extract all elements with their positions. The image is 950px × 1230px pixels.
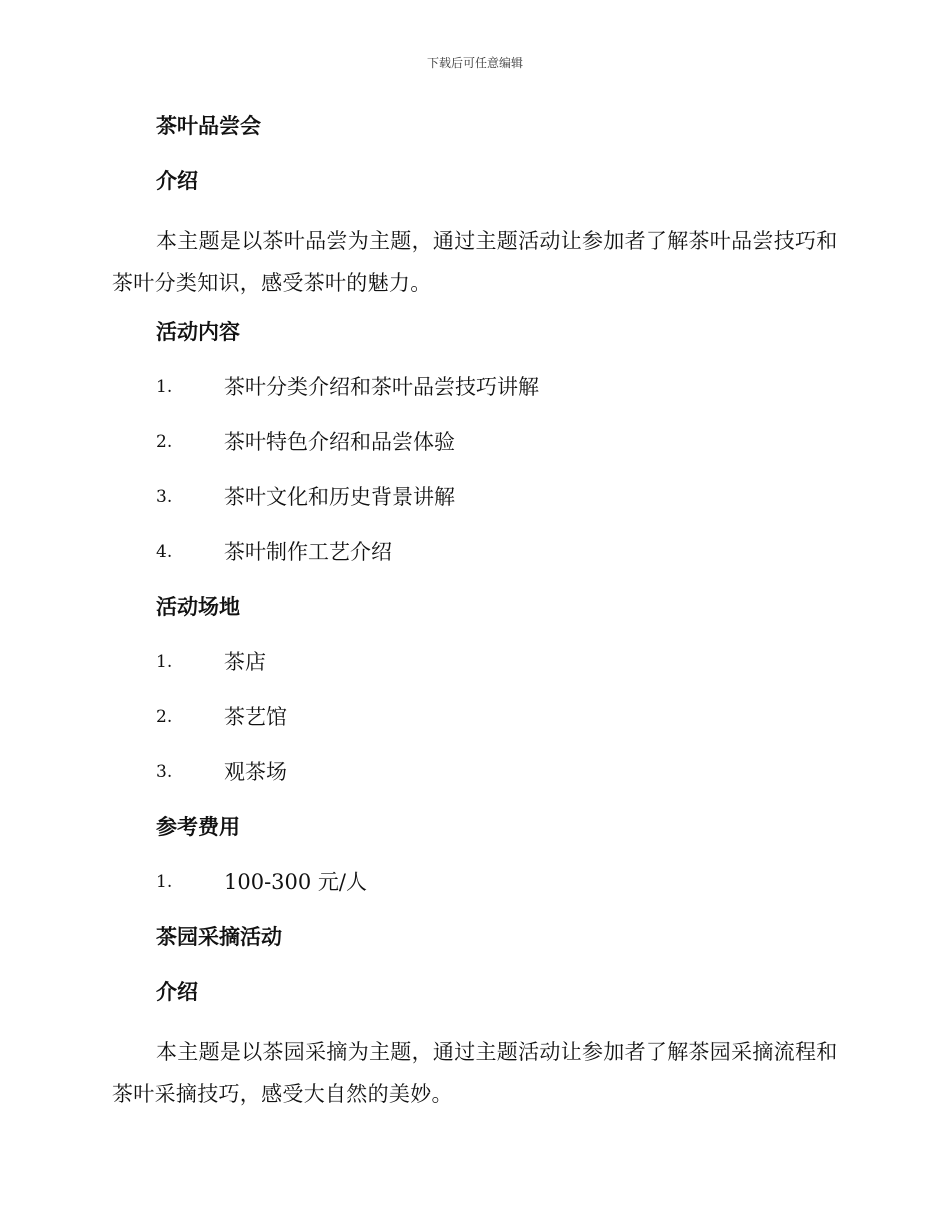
activity-content-heading: 活动内容 [156,320,240,344]
list-item [112,426,842,458]
cost-heading: 参考费用 [156,815,240,839]
activity-content-list [112,371,842,568]
list-item [112,756,842,788]
list-number: 2. [156,707,173,727]
list-item [112,481,842,513]
list-text: 100-300 元/人 [224,870,368,894]
list-number: 1. [156,377,173,397]
list-text: 茶艺馆 [224,705,287,729]
intro-heading-2: 介绍 [156,980,198,1004]
list-text: 茶叶制作工艺介绍 [224,540,392,564]
list-item [112,866,842,898]
list-item [112,536,842,568]
venue-heading: 活动场地 [156,595,240,619]
section-title-tea-tasting: 茶叶品尝会 [156,114,261,138]
document-content [112,110,842,1127]
list-item [112,701,842,733]
list-text: 茶叶文化和历史背景讲解 [224,485,455,509]
list-text: 茶叶分类介绍和茶叶品尝技巧讲解 [224,375,539,399]
list-number: 1. [156,652,173,672]
list-number: 2. [156,432,173,452]
intro-paragraph-2: 本主题是以茶园采摘为主题，通过主题活动让参加者了解茶园采摘流程和茶叶采摘技巧，感受大自然的美妙。 [112,1040,838,1106]
venue-list [112,646,842,788]
list-number: 3. [156,487,173,507]
intro-heading: 介绍 [156,169,198,193]
list-number: 4. [156,542,173,562]
list-item [112,371,842,403]
cost-list [112,866,842,898]
header-note: 下载后可任意编辑 [426,56,523,70]
list-text: 观茶场 [224,760,287,784]
list-number: 1. [156,872,173,892]
list-text: 茶叶特色介绍和品尝体验 [224,430,455,454]
list-text: 茶店 [224,650,266,674]
list-item [112,646,842,678]
intro-paragraph: 本主题是以茶叶品尝为主题，通过主题活动让参加者了解茶叶品尝技巧和茶叶分类知识，感受茶叶的魅力。 [112,229,838,295]
list-number: 3. [156,762,173,782]
section-title-tea-picking: 茶园采摘活动 [156,925,282,949]
